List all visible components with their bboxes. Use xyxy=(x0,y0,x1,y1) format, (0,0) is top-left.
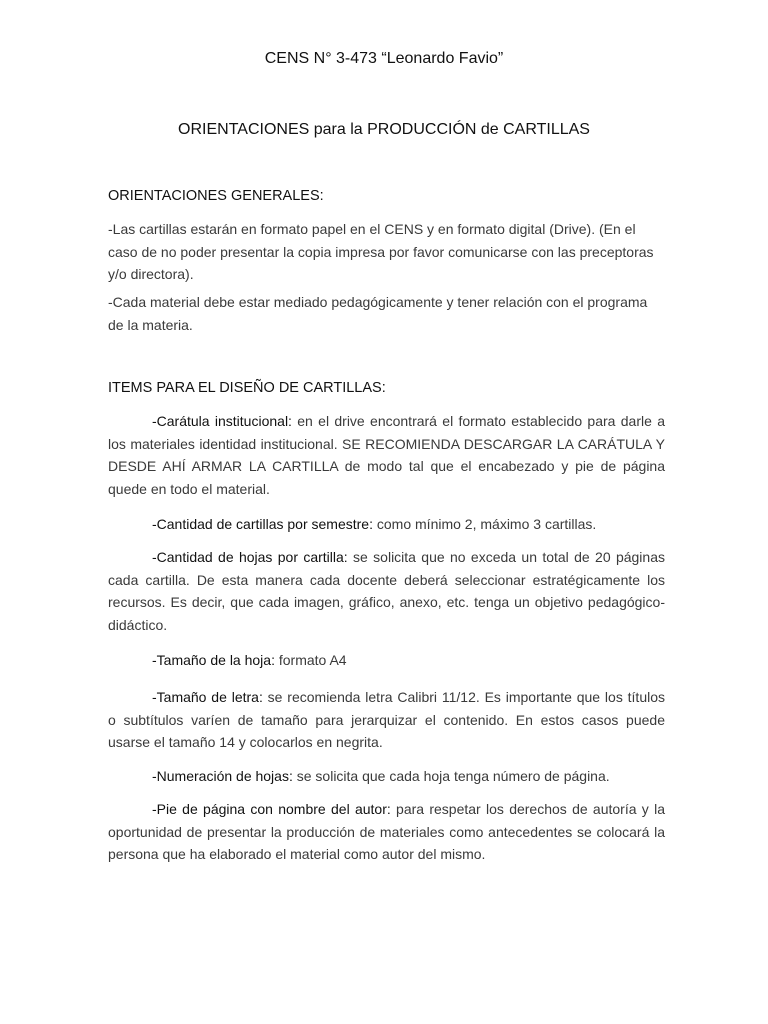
item-tamano-letra xyxy=(108,686,665,754)
school-title: CENS N° 3-473 “Leonardo Favio” xyxy=(264,50,504,67)
item-text: se solicita que cada hoja tenga número de página. xyxy=(292,768,610,784)
general-paragraph: -Cada material debe estar mediado pedagógicamente y tener relación con el programa de la materia. xyxy=(108,294,648,333)
item-text: en el drive encontrará el formato establecido para darle a los materiales identidad institucional. SE RECOMIENDA DESCARGAR LA CARÁTULA Y DESDE AHÍ ARMAR LA CARTILLA de modo tal que el encabezado y pie de página quede en todo el material. xyxy=(108,413,666,497)
item-label: -Cantidad de hojas por cartilla: xyxy=(152,549,348,565)
item-text: formato A4 xyxy=(274,652,347,668)
document-title: ORIENTACIONES para la PRODUCCIÓN de CARTILLAS xyxy=(178,121,590,138)
item-text: se recomienda letra Calibri 11/12. Es importante que los títulos o subtítulos varíen de tamaño para jerarquizar el contenido. En estos casos puede usarse el tamaño 14 y colocarlos en negrita. xyxy=(108,689,666,750)
item-label: -Cantidad de cartillas por semestre: xyxy=(152,516,373,532)
item-text: se solicita que no exceda un total de 20 páginas cada cartilla. De esta manera cada docente deberá seleccionar estratégicamente los recursos. Es decir, que cada imagen, gráfico, anexo, etc. tenga un objetivo pedagógico-didáctico. xyxy=(108,549,665,633)
item-text: como mínimo 2, máximo 3 cartillas. xyxy=(373,516,597,532)
items-heading: ITEMS PARA EL DISEÑO DE CARTILLAS: xyxy=(108,380,386,396)
item-tamano-hoja xyxy=(108,649,665,672)
item-text: para respetar los derechos de autoría y la oportunidad de presentar la producción de materiales como antecedentes se colocará la persona que ha elaborado el material como autor del mismo. xyxy=(108,801,665,862)
item-cantidad-cartillas xyxy=(108,513,665,536)
item-label: -Numeración de hojas: xyxy=(152,768,293,784)
item-label: -Carátula institucional: xyxy=(152,413,292,429)
item-label: -Tamaño de letra: xyxy=(152,689,263,705)
item-label: -Tamaño de la hoja: xyxy=(152,652,275,668)
general-paragraph: -Las cartillas estarán en formato papel en el CENS y en formato digital (Drive). (En el caso de no poder presentar la copia impresa por favor comunicarse con las preceptoras y/o directora). xyxy=(108,221,654,282)
item-label: -Pie de página con nombre del autor: xyxy=(152,801,391,817)
general-heading: ORIENTACIONES GENERALES: xyxy=(108,188,324,204)
item-caratula xyxy=(108,410,665,500)
item-pie-pagina xyxy=(108,798,665,866)
item-cantidad-hojas xyxy=(108,546,665,636)
item-numeracion xyxy=(108,765,665,788)
